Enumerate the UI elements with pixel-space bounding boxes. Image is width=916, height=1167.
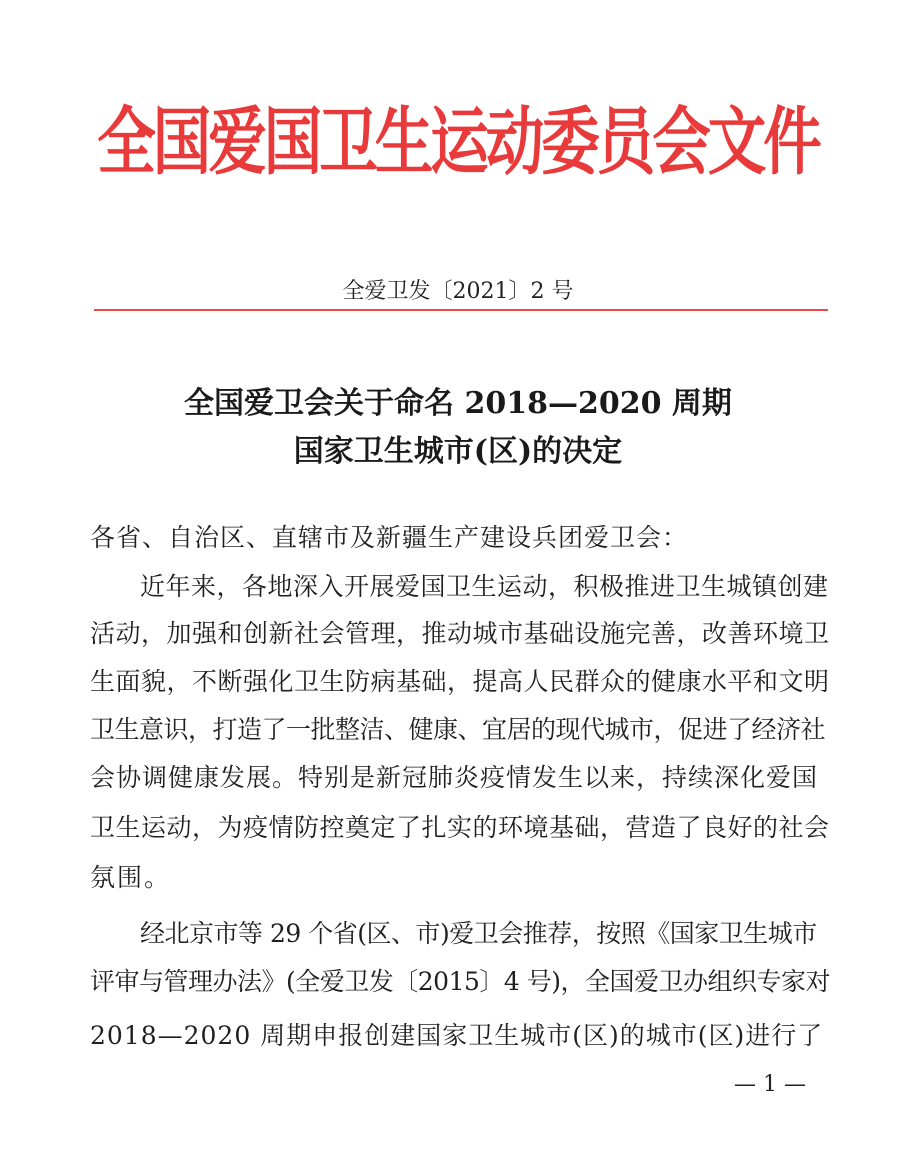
document-number: 全爱卫发〔2021〕2 号 bbox=[342, 279, 574, 304]
salutation: 各省、自治区、直辖市及新疆生产建设兵团爱卫会： bbox=[90, 523, 689, 552]
issuer-header: 全国爱国卫生运动委员会文件 bbox=[97, 98, 819, 185]
paragraph-1-line: 生面貌，不断强化卫生防病基础，提高人民群众的健康水平和文明 bbox=[90, 667, 830, 696]
red-divider bbox=[94, 309, 828, 311]
paragraph-2-line: 经北京市等 29 个省(区、市)爱卫会推荐，按照《国家卫生城市 bbox=[140, 919, 817, 948]
paragraph-2-line: 2018—2020 周期申报创建国家卫生城市(区)的城市(区)进行了 bbox=[90, 1021, 824, 1050]
document-title-line-1: 全国爱卫会关于命名 2018—2020 周期 bbox=[184, 386, 732, 421]
paragraph-1-line: 近年来，各地深入开展爱国卫生运动，积极推进卫生城镇创建 bbox=[140, 572, 829, 601]
paragraph-1-line: 卫生意识，打造了一批整洁、健康、宜居的现代城市，促进了经济社 bbox=[90, 715, 826, 744]
paragraph-1-line: 活动，加强和创新社会管理，推动城市基础设施完善，改善环境卫 bbox=[90, 619, 830, 648]
paragraph-2-line: 评审与管理办法》(全爱卫发〔2015〕4 号)，全国爱卫办组织专家对 bbox=[90, 967, 830, 996]
page-number: — 1 — bbox=[734, 1072, 806, 1097]
document-title-line-2: 国家卫生城市(区)的决定 bbox=[293, 434, 623, 469]
paragraph-1-line: 会协调健康发展。特别是新冠肺炎疫情发生以来，持续深化爱国 bbox=[90, 763, 819, 792]
paragraph-1-line: 卫生运动，为疫情防控奠定了扎实的环境基础，营造了良好的社会 bbox=[90, 813, 830, 842]
paragraph-1-line: 氛围。 bbox=[90, 863, 172, 892]
